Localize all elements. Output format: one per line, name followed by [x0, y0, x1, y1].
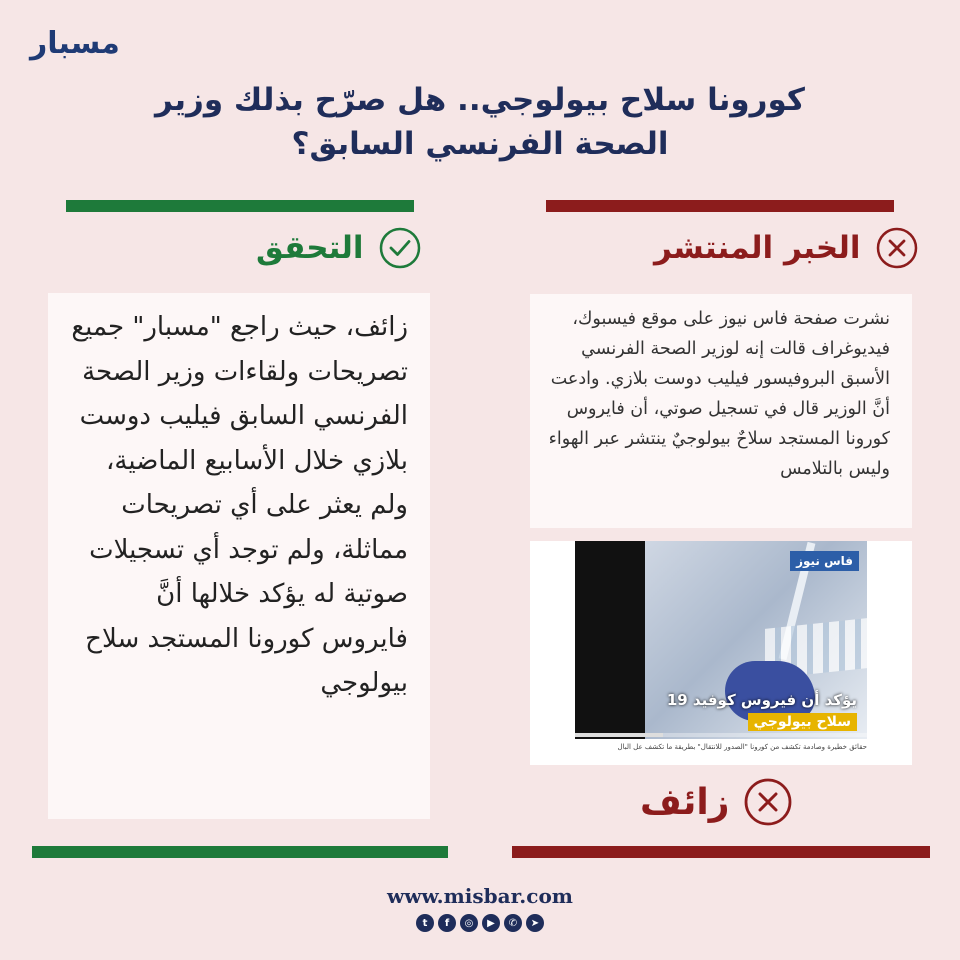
video-player[interactable]: [575, 541, 867, 739]
claim-heading: [654, 226, 919, 270]
claim-video-screenshot: [530, 541, 912, 765]
verdict-label: [640, 777, 793, 827]
social-icons: [0, 914, 960, 932]
claim-top-bar: [546, 200, 894, 212]
verify-top-bar: [66, 200, 414, 212]
twitter-icon[interactable]: t: [416, 914, 434, 932]
website-link[interactable]: www.misbar.com: [387, 884, 573, 908]
video-frame: [645, 541, 867, 739]
verification-heading-label: التحقق: [256, 230, 364, 266]
video-progress-bar[interactable]: [575, 733, 867, 737]
video-source-badge: فاس نيوز: [790, 551, 859, 571]
claim-bottom-bar: [512, 846, 930, 858]
title-line-1: كورونا سلاح بيولوجي.. هل صرّح بذلك وزير: [155, 82, 805, 118]
x-circle-icon: [743, 777, 793, 827]
claim-text: نشرت صفحة فاس نيوز على موقع فيسبوك، فيديوغراف قالت إنه لوزير الصحة الفرنسي الأسبق البروفيسور فيليب دوست بلازي. وادعت أنَّ الوزير قال في تسجيل صوتي، أن فايروس كورونا المستجد سلاحٌ بيولوجيٌ ينتشر عبر الهواء وليس بالتلامس: [548, 309, 890, 479]
verification-text: زائف، حيث راجع "مسبار" جميع تصريحات ولقاءات وزير الصحة الفرنسي السابق فيليب دوست بلازي خلال الأسابيع الماضية، ولم يعثر على أي تصريحات مماثلة، ولم توجد أي تسجيلات صوتية له يؤكد خلالها أنَّ فايروس كورونا المستجد سلاح بيولوجي: [71, 312, 408, 698]
youtube-icon[interactable]: ▶: [482, 914, 500, 932]
whatsapp-icon[interactable]: ✆: [504, 914, 522, 932]
facebook-icon[interactable]: f: [438, 914, 456, 932]
x-circle-icon: [875, 226, 919, 270]
video-caption-1: يؤكد أن فيروس كوفيد 19: [666, 691, 857, 709]
misbar-logo[interactable]: مسبار: [30, 26, 120, 61]
check-circle-icon: [378, 226, 422, 270]
page-title: [80, 78, 880, 166]
verification-heading: [256, 226, 422, 270]
claim-text-card: [530, 294, 912, 528]
instagram-icon[interactable]: ◎: [460, 914, 478, 932]
post-caption: حقائق خطيرة وصادمة تكشف من كورونا "الصدور للانتقال" بطريقة ما تكشف عل البال: [617, 743, 867, 751]
claim-heading-label: الخبر المنتشر: [654, 230, 861, 266]
telegram-icon[interactable]: ➤: [526, 914, 544, 932]
verification-text-card: [48, 293, 430, 819]
verdict-text: زائف: [640, 781, 730, 823]
verify-bottom-bar: [32, 846, 448, 858]
title-line-2: الصحة الفرنسي السابق؟: [291, 126, 669, 162]
video-caption-2: سلاح بيولوجي: [748, 713, 857, 731]
